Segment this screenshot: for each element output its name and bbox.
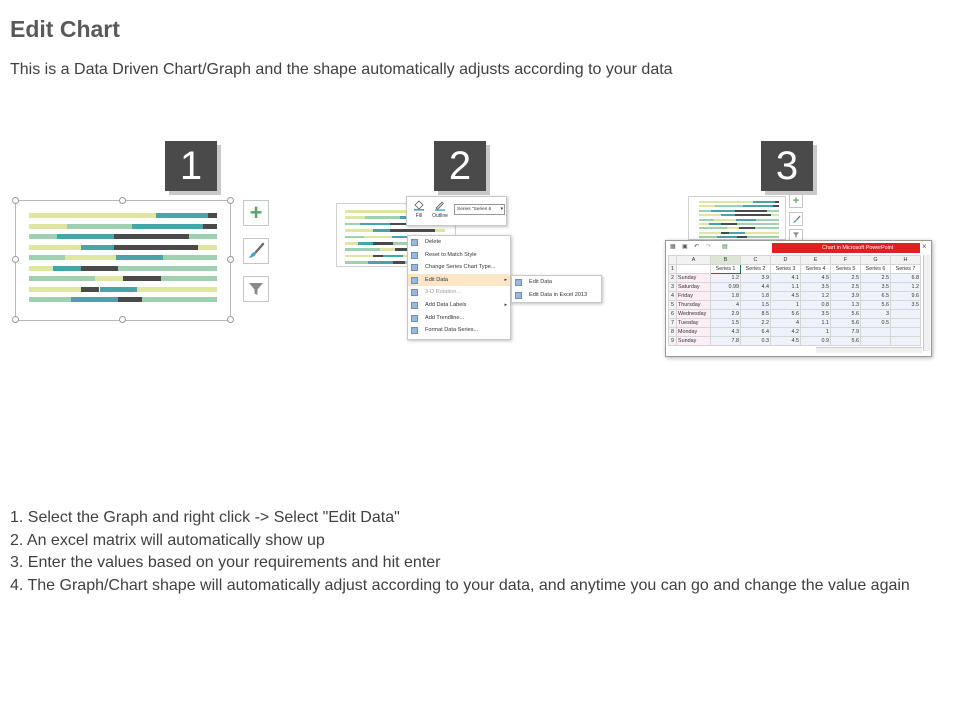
chart-selection-frame <box>15 200 231 321</box>
instructions <box>10 507 950 597</box>
menu-item-icon <box>411 277 418 284</box>
bar-segment <box>345 242 358 245</box>
excel-title: Chart in Microsoft PowerPoint <box>822 245 894 251</box>
bar-segment <box>142 297 217 302</box>
column-letter[interactable]: H <box>891 256 921 265</box>
bar-segment <box>57 234 113 239</box>
value-cell[interactable] <box>861 328 891 337</box>
bar-segment <box>721 214 735 216</box>
context-menu-item[interactable] <box>408 324 510 337</box>
format-mini-toolbar <box>406 196 507 226</box>
instruction-4: 4. The Graph/Chart shape will automatically adjust according to your data, and anytime you can go and change the value again <box>10 576 910 594</box>
value-cell[interactable] <box>861 337 891 346</box>
table-row <box>669 292 921 301</box>
bar-segment <box>53 266 81 271</box>
table-icon[interactable]: ▦ <box>670 244 676 250</box>
bar-segment <box>189 234 217 239</box>
bar-segment <box>727 227 739 229</box>
value-cell[interactable]: 2.5 <box>831 283 861 292</box>
bar-segment <box>345 255 373 258</box>
bar-segment <box>81 245 114 250</box>
value-cell[interactable] <box>891 337 921 346</box>
value-cell[interactable]: 7.9 <box>831 328 861 337</box>
bar-segment <box>345 210 385 213</box>
bar-segment <box>747 236 779 238</box>
column-letter[interactable]: E <box>801 256 831 265</box>
plus-icon: + <box>792 194 800 207</box>
resize-handle[interactable] <box>12 256 19 263</box>
paint-bucket-icon <box>413 199 425 211</box>
value-cell[interactable]: 2.5 <box>831 274 861 283</box>
bar-segment <box>753 201 775 203</box>
bar-segment <box>345 216 365 219</box>
table-row <box>669 283 921 292</box>
menu-item-icon <box>411 239 418 246</box>
bar-segment <box>81 266 119 271</box>
bar-segment <box>393 261 406 264</box>
bar-segment <box>756 219 779 221</box>
spreadsheet-grid <box>668 255 921 346</box>
category-cell[interactable]: Sunday <box>677 274 711 283</box>
table-row <box>669 328 921 337</box>
bar-segment <box>114 245 199 250</box>
datasheet-icon <box>515 292 522 299</box>
bar-segment <box>755 227 779 229</box>
value-cell[interactable]: 5.6 <box>831 310 861 319</box>
bar-segment <box>345 248 380 251</box>
bar-segment <box>435 229 445 232</box>
bar-segment <box>729 232 745 234</box>
value-cell[interactable]: 3.9 <box>741 274 771 283</box>
menu-item-icon <box>411 315 418 322</box>
datasheet-icon <box>515 279 522 286</box>
category-cell[interactable]: Sunday <box>677 337 711 346</box>
horizontal-scrollbar[interactable] <box>816 347 922 353</box>
bar-segment <box>358 242 373 245</box>
value-cell[interactable]: 5.6 <box>771 310 801 319</box>
redo-icon[interactable]: ↷ <box>706 244 712 250</box>
bar-segment <box>699 201 731 203</box>
value-cell[interactable]: 6.5 <box>861 292 891 301</box>
filter-icon <box>247 280 265 298</box>
undo-icon[interactable]: ↶ <box>694 244 700 250</box>
resize-handle[interactable] <box>12 316 19 323</box>
table-row <box>669 310 921 319</box>
value-cell[interactable]: 1.2 <box>801 292 831 301</box>
brush-icon <box>247 242 265 260</box>
value-cell[interactable]: 0.9 <box>801 337 831 346</box>
value-cell[interactable] <box>891 310 921 319</box>
value-cell[interactable]: 0.99 <box>711 283 741 292</box>
value-cell[interactable]: 3 <box>861 310 891 319</box>
chevron-down-icon: ▾ <box>500 207 503 212</box>
value-cell[interactable]: 2.5 <box>861 274 891 283</box>
table-row <box>669 319 921 328</box>
bar-segment <box>699 227 727 229</box>
resize-handle[interactable] <box>12 197 19 204</box>
bar-segment <box>345 261 368 264</box>
value-cell[interactable]: 1.2 <box>891 283 921 292</box>
step-badge-1: 1 <box>165 141 217 191</box>
edit-data-submenu <box>511 275 602 303</box>
bar-segment <box>390 229 435 232</box>
value-cell[interactable]: 1.8 <box>711 292 741 301</box>
series-header-cell[interactable]: Series 7 <box>891 265 921 274</box>
submenu-item[interactable] <box>512 289 601 302</box>
bar-segment <box>714 219 736 221</box>
bar-segment <box>373 255 383 258</box>
instruction-3: 3. Enter the values based on your requirements and hit enter <box>10 554 441 571</box>
bar-segment <box>116 255 163 260</box>
bar-segment <box>735 210 767 212</box>
filter-icon <box>792 231 800 239</box>
series-header-cell[interactable]: Series 5 <box>831 265 861 274</box>
row-number[interactable]: 4 <box>669 292 677 301</box>
submenu-item-label: Edit Data in Excel 2013 <box>529 291 588 298</box>
row-number[interactable]: 7 <box>669 319 677 328</box>
bar-segment <box>29 234 57 239</box>
menu-item-label: Add Data Labels <box>425 301 467 308</box>
value-cell[interactable]: 1.2 <box>711 274 741 283</box>
bar-segment <box>699 236 717 238</box>
value-cell[interactable]: 3.5 <box>891 301 921 310</box>
step1-chart-area[interactable] <box>13 198 233 323</box>
row-number[interactable]: 3 <box>669 283 677 292</box>
bar-segment <box>771 214 779 216</box>
vertical-scrollbar[interactable] <box>923 255 930 351</box>
column-header-row <box>669 256 921 265</box>
row-number[interactable]: 9 <box>669 337 677 346</box>
brush-icon <box>792 215 801 224</box>
series-header-cell[interactable]: Series 4 <box>801 265 831 274</box>
bar-segment <box>71 297 118 302</box>
bar-segment <box>161 276 217 281</box>
submenu-item-label: Edit Data <box>529 279 553 285</box>
category-cell[interactable]: Wednesday <box>677 310 711 319</box>
bar-segment <box>699 223 709 225</box>
value-cell[interactable]: 3.5 <box>801 310 831 319</box>
resize-handle[interactable] <box>227 256 234 263</box>
bar-segment <box>699 232 721 234</box>
close-icon[interactable]: × <box>922 242 927 251</box>
chart-styles-button[interactable] <box>243 238 269 264</box>
edit-in-excel-icon[interactable]: ▤ <box>722 244 728 250</box>
bar-segment <box>163 255 217 260</box>
excel-window <box>665 240 932 357</box>
resize-handle[interactable] <box>119 316 126 323</box>
bar-segment <box>29 276 95 281</box>
value-cell[interactable]: 6.8 <box>891 274 921 283</box>
plus-icon: + <box>249 200 263 225</box>
resize-handle[interactable] <box>227 316 234 323</box>
excel-quick-toolbar <box>668 243 768 253</box>
menu-item-icon <box>411 302 418 309</box>
page-subtitle: This is a Data Driven Chart/Graph and the shape automatically adjusts according to your data <box>10 61 673 78</box>
bar-segment <box>383 255 403 258</box>
step-badge-3: 3 <box>761 141 813 191</box>
bar-segment <box>29 297 71 302</box>
value-cell[interactable]: 1.8 <box>741 292 771 301</box>
bar-segment <box>775 201 779 203</box>
menu-item-label: Edit Data <box>425 276 449 283</box>
spreadsheet-grid-wrap <box>668 255 922 346</box>
menu-item-label: Change Series Chart Type... <box>425 264 496 271</box>
bar-segment <box>715 205 743 207</box>
bar-segment <box>737 223 779 225</box>
row-number[interactable]: 2 <box>669 274 677 283</box>
table-row <box>669 265 921 274</box>
menu-item-label: Reset to Match Style <box>425 251 477 258</box>
bar-segment <box>95 276 123 281</box>
series-header-cell[interactable]: Series 6 <box>861 265 891 274</box>
value-cell[interactable]: 0.3 <box>741 337 771 346</box>
value-cell[interactable]: 5.6 <box>831 319 861 328</box>
column-letter[interactable]: F <box>831 256 861 265</box>
value-cell[interactable]: 1.3 <box>831 301 861 310</box>
series-header-cell[interactable] <box>677 265 711 274</box>
bar-segment <box>203 224 217 229</box>
bar-segment <box>736 219 756 221</box>
context-menu-item[interactable] <box>408 312 510 325</box>
bar-segment <box>100 287 138 292</box>
step3-chart-area[interactable] <box>688 196 786 240</box>
column-letter[interactable] <box>669 256 677 265</box>
bar-segment <box>743 205 773 207</box>
bar-segment <box>721 232 729 234</box>
menu-item-icon <box>411 252 418 259</box>
row-number[interactable]: 8 <box>669 328 677 337</box>
bar-segment <box>709 223 721 225</box>
bar-segment <box>29 266 53 271</box>
chart-styles-button[interactable] <box>789 212 803 226</box>
table-row <box>669 337 921 346</box>
value-cell[interactable]: 4 <box>771 319 801 328</box>
table-row <box>669 274 921 283</box>
value-cell[interactable]: 5.6 <box>831 337 861 346</box>
bar-segment <box>360 223 390 226</box>
bar-segment <box>711 210 735 212</box>
bar-segment <box>699 210 711 212</box>
bar-segment <box>745 232 779 234</box>
bar-segment <box>721 223 737 225</box>
category-cell[interactable]: Monday <box>677 328 711 337</box>
bar-segment <box>345 223 360 226</box>
value-cell[interactable] <box>891 328 921 337</box>
category-cell[interactable]: Thursday <box>677 301 711 310</box>
bar-segment <box>699 219 714 221</box>
bar-segment <box>773 205 779 207</box>
bar-segment <box>65 255 117 260</box>
column-letter[interactable]: A <box>677 256 711 265</box>
menu-item-label: Format Data Series... <box>425 327 479 334</box>
outline-label: Outline <box>432 213 448 219</box>
row-number[interactable]: 1 <box>669 265 677 274</box>
fill-button[interactable] <box>412 199 426 219</box>
bar-segment <box>29 287 81 292</box>
bar-segment <box>380 248 395 251</box>
value-cell[interactable]: 3.9 <box>831 292 861 301</box>
value-cell[interactable]: 3.5 <box>861 283 891 292</box>
bar-segment <box>364 236 392 239</box>
series-header-cell[interactable]: Series 2 <box>741 265 771 274</box>
bar-segment <box>365 216 400 219</box>
excel-title-bar <box>772 243 920 253</box>
bar-segment <box>345 236 364 239</box>
bar-segment <box>104 213 156 218</box>
bar-segment <box>699 205 715 207</box>
context-menu-item[interactable] <box>408 249 510 262</box>
value-cell[interactable]: 6.4 <box>741 328 771 337</box>
resize-handle[interactable] <box>119 197 126 204</box>
bar-segment <box>137 287 217 292</box>
value-cell[interactable]: 7.8 <box>711 337 741 346</box>
bar-segment <box>373 242 393 245</box>
category-cell[interactable]: Tuesday <box>677 319 711 328</box>
context-menu-item[interactable] <box>408 236 510 249</box>
pen-icon <box>434 199 446 211</box>
menu-item-label: 3-D Rotation... <box>425 289 462 296</box>
bar-segment <box>373 229 391 232</box>
value-cell[interactable]: 1.5 <box>741 301 771 310</box>
context-menu-item[interactable] <box>408 274 510 287</box>
bar-segment <box>81 287 100 292</box>
step-badge-2: 2 <box>434 141 486 191</box>
menu-item-label: Add Trendline... <box>425 314 465 321</box>
resize-handle[interactable] <box>227 197 234 204</box>
bar-segment <box>699 214 721 216</box>
series-select-value: Series "Series 6 <box>457 207 492 212</box>
series-header-cell[interactable]: Series 3 <box>771 265 801 274</box>
bar-segment <box>368 261 393 264</box>
series-header-cell[interactable]: Series 1 <box>711 265 741 274</box>
value-cell[interactable]: 4.5 <box>771 337 801 346</box>
value-cell[interactable]: 2.2 <box>741 319 771 328</box>
value-cell[interactable]: 4.1 <box>771 274 801 283</box>
bar-segment <box>123 276 161 281</box>
series-select[interactable] <box>454 204 505 215</box>
value-cell[interactable]: 3.5 <box>801 283 831 292</box>
bar-segment <box>735 214 771 216</box>
value-cell[interactable]: 1.5 <box>711 319 741 328</box>
menu-item-icon <box>411 327 418 334</box>
column-letter[interactable]: G <box>861 256 891 265</box>
value-cell[interactable]: 1.1 <box>801 319 831 328</box>
context-menu-item[interactable] <box>408 261 510 274</box>
save-icon[interactable]: ▣ <box>682 244 688 250</box>
chart-elements-button[interactable] <box>243 200 269 226</box>
column-letter[interactable]: B <box>711 256 741 265</box>
bar-segment <box>731 201 753 203</box>
value-cell[interactable]: 1 <box>801 328 831 337</box>
value-cell[interactable]: 4.2 <box>771 328 801 337</box>
bar-segment <box>198 245 217 250</box>
row-number[interactable]: 5 <box>669 301 677 310</box>
context-menu-item[interactable] <box>408 299 510 312</box>
value-cell[interactable]: 0.8 <box>801 301 831 310</box>
menu-item-icon <box>411 264 418 271</box>
value-cell[interactable]: 4.3 <box>711 328 741 337</box>
column-letter[interactable]: C <box>741 256 771 265</box>
chevron-right-icon: ▸ <box>504 276 507 283</box>
fill-label: Fill <box>415 213 423 219</box>
bar-segment <box>29 213 104 218</box>
context-menu <box>407 235 511 340</box>
bar-segment <box>29 224 67 229</box>
chart-elements-button[interactable] <box>789 194 803 208</box>
bar-segment <box>29 245 81 250</box>
bar-segment <box>132 224 203 229</box>
bar-segment <box>114 234 189 239</box>
submenu-item[interactable] <box>512 276 601 289</box>
value-cell[interactable]: 4.5 <box>771 292 801 301</box>
bar-segment <box>29 255 65 260</box>
value-cell[interactable]: 1.1 <box>771 283 801 292</box>
table-row <box>669 301 921 310</box>
value-cell[interactable]: 4 <box>711 301 741 310</box>
value-cell[interactable]: 4.4 <box>741 283 771 292</box>
bar-segment <box>67 224 133 229</box>
instruction-2: 2. An excel matrix will automatically show up <box>10 531 325 549</box>
chart-filters-button[interactable] <box>243 276 269 302</box>
outline-button[interactable] <box>430 199 450 219</box>
bar-segment <box>156 213 208 218</box>
category-cell[interactable]: Saturday <box>677 283 711 292</box>
value-cell[interactable] <box>891 319 921 328</box>
bar-segment <box>118 266 217 271</box>
bar-segment <box>208 213 217 218</box>
row-number[interactable]: 6 <box>669 310 677 319</box>
bar-segment <box>737 236 747 238</box>
value-cell[interactable]: 1 <box>771 301 801 310</box>
bar-segment <box>717 236 737 238</box>
column-letter[interactable]: D <box>771 256 801 265</box>
chevron-right-icon: ▸ <box>504 301 507 308</box>
page-title: Edit Chart <box>10 16 120 42</box>
instruction-1: 1. Select the Graph and right click -> Select "Edit Data" <box>10 509 400 526</box>
value-cell[interactable]: 4.5 <box>801 274 831 283</box>
menu-item-label: Delete <box>425 239 442 245</box>
value-cell[interactable]: 8.5 <box>741 310 771 319</box>
value-cell[interactable]: 2.9 <box>711 310 741 319</box>
menu-item-icon <box>411 289 418 296</box>
bar-segment <box>118 297 142 302</box>
category-cell[interactable]: Friday <box>677 292 711 301</box>
bar-segment <box>739 227 755 229</box>
bar-segment <box>767 210 779 212</box>
bar-segment <box>345 229 373 232</box>
value-cell[interactable]: 5.6 <box>861 301 891 310</box>
value-cell[interactable]: 0.5 <box>861 319 891 328</box>
value-cell[interactable]: 9.6 <box>891 292 921 301</box>
context-menu-item <box>408 286 510 299</box>
